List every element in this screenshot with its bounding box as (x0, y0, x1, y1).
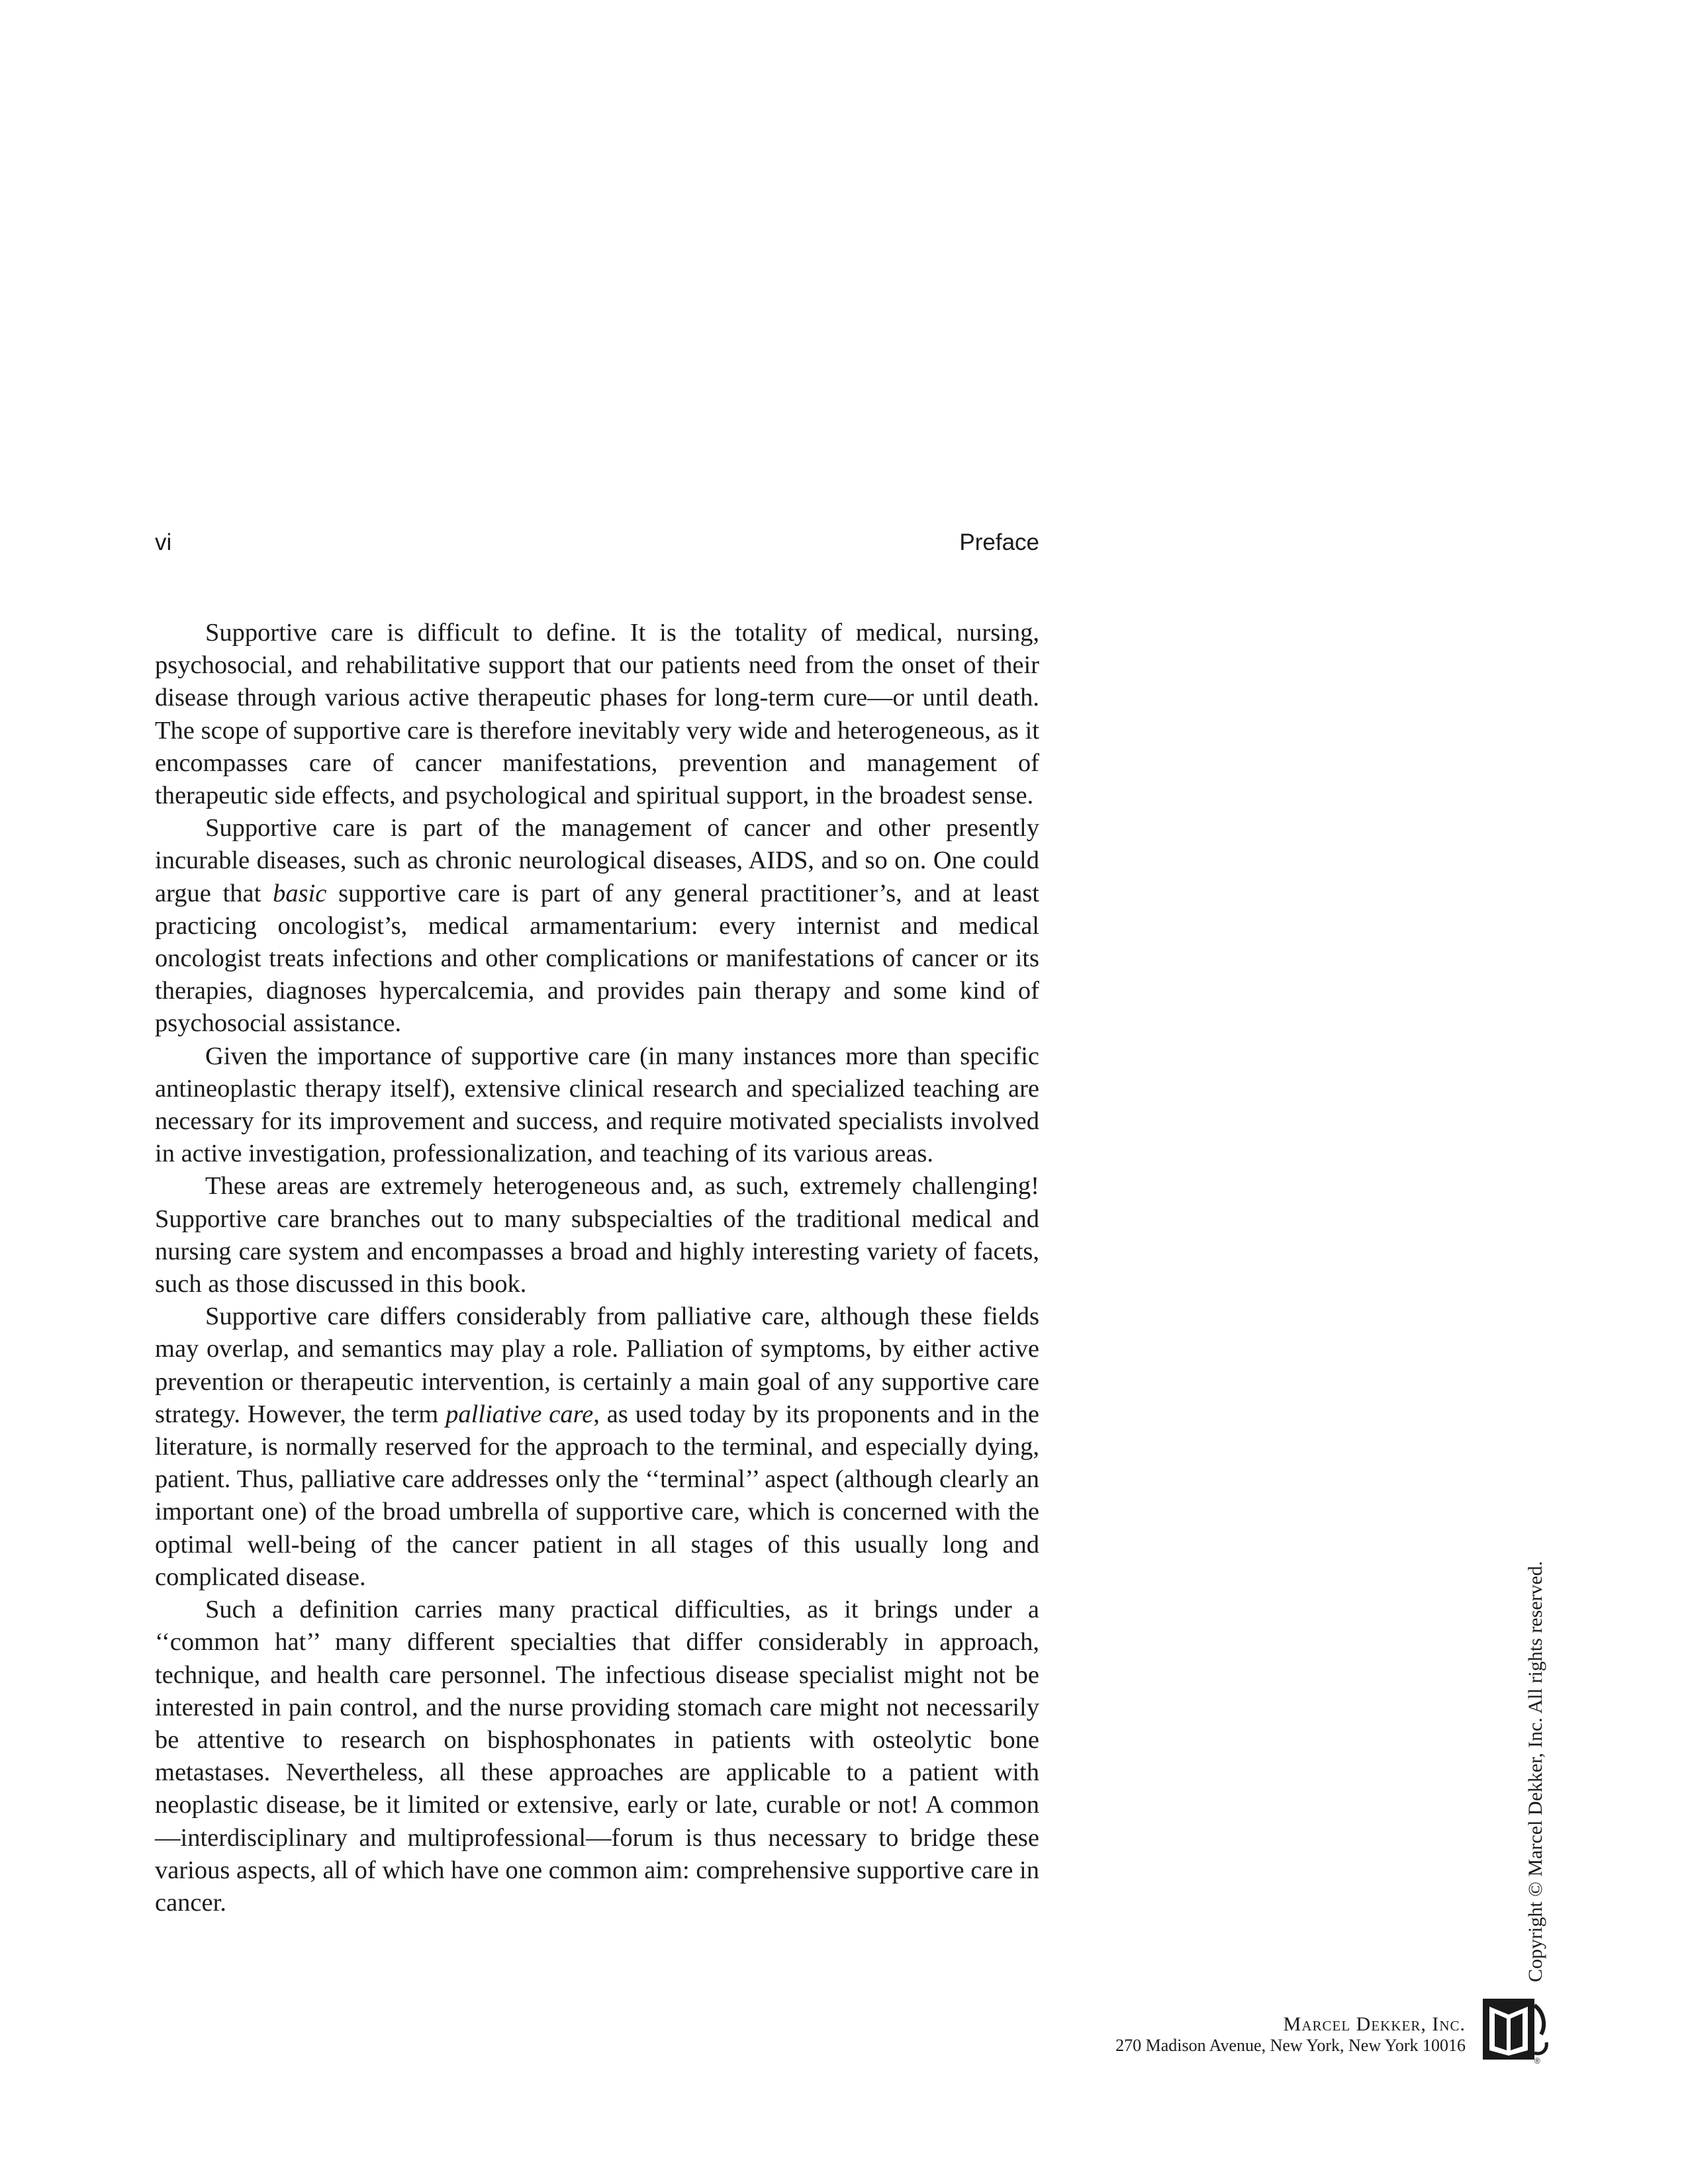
registered-mark: ® (1534, 2056, 1540, 2066)
paragraph-6: Such a definition carries many practical difficulties, as it brings under a ‘‘common hat’’ many different specialties that differ considerably in approach, technique, and health care personnel. The infectious disease specialist might not be interested in pain control, and the nurse providing stomach care might not necessarily be attentive to research on bisphosphonates in patients with osteolytic bone metastases. Nevertheless, all these approaches are applicable to a patient with neoplastic disease, be it limited or extensive, early or late, curable or not! A common—interdisciplinary and multiprofessional—forum is thus necessary to bridge these various aspects, all of which have one common aim: comprehensive supportive care in cancer. (155, 1596, 1039, 1917)
copyright-notice: Copyright © Marcel Dekker, Inc. All rights reserved. (1524, 1561, 1546, 1982)
emphasis-palliative-care: palliative care (445, 1400, 594, 1428)
publisher-address: 270 Madison Avenue, New York, New York 10016 (1115, 2036, 1466, 2055)
paragraph-4: These areas are extremely heterogeneous and, as such, extremely challenging! Supportive care branches out to many subspecialties of the traditional medical and nursing care system and encompasses a broad and highly interesting variety of facets, such as those discussed in this book. (155, 1172, 1039, 1298)
publisher-logo-icon (1477, 1992, 1550, 2066)
emphasis-basic: basic (273, 879, 327, 907)
paragraph-5-text-a: Supportive care differs considerably from palliative care, although these fields may overlap, and semantics may play a role. Palliation of symptoms, by either active prevention or therapeutic intervention, is certainly a main goal of any supportive care strategy. However, the term (155, 1302, 1039, 1428)
page-number: vi (155, 529, 172, 555)
paragraph-1: Supportive care is difficult to define. It is the totality of medical, nursing, psychosocial, and rehabilitative support that our patients need from the onset of their disease through various active therapeutic phases for long-term cure—or until death. The scope of supportive care is therefore inevitably very wide and heterogeneous, as it encompasses care of cancer manifestations, prevention and management of therapeutic side effects, and psychological and spiritual support, in the broadest sense. (155, 619, 1039, 810)
publisher-block (1115, 2014, 1466, 2056)
paragraph-5-text-b: , as used today by its proponents and in the literature, is normally reserved for the approach to the terminal, and especially dying, patient. Thus, palliative care addresses only the ‘‘terminal’’ aspect (although clearly an important one) of the broad umbrella of supportive care, which is concerned with the optimal well-being of the cancer patient in all stages of this usually long and complicated disease. (155, 1400, 1039, 1591)
page-header (155, 529, 1039, 564)
paragraph-2-text-a: Supportive care is part of the management of cancer and other presently incurable diseases, such as chronic neurological diseases, AIDS, and so on. One could argue that (155, 814, 1039, 907)
paragraph-3: Given the importance of supportive care (in many instances more than specific antineoplastic therapy itself), extensive clinical research and specialized teaching are necessary for its improvement and success, and require motivated specialists involved in active investigation, professionalization, and teaching of its various areas. (155, 1042, 1039, 1168)
running-head: Preface (959, 529, 1039, 555)
publisher-name: Marcel Dekker, Inc. (1283, 2013, 1466, 2035)
paragraph-2 (155, 812, 1039, 1040)
paragraph-5 (155, 1300, 1039, 1594)
body-text (155, 617, 1039, 1919)
paragraph-2-text-b: supportive care is part of any general practitioner’s, and at least practicing oncologist’s, medical armamentarium: every internist and medical oncologist treats infections and other complications or manifestations of cancer or its therapies, diagnoses hypercalcemia, and provides pain therapy and some kind of psychosocial assistance. (155, 879, 1039, 1038)
